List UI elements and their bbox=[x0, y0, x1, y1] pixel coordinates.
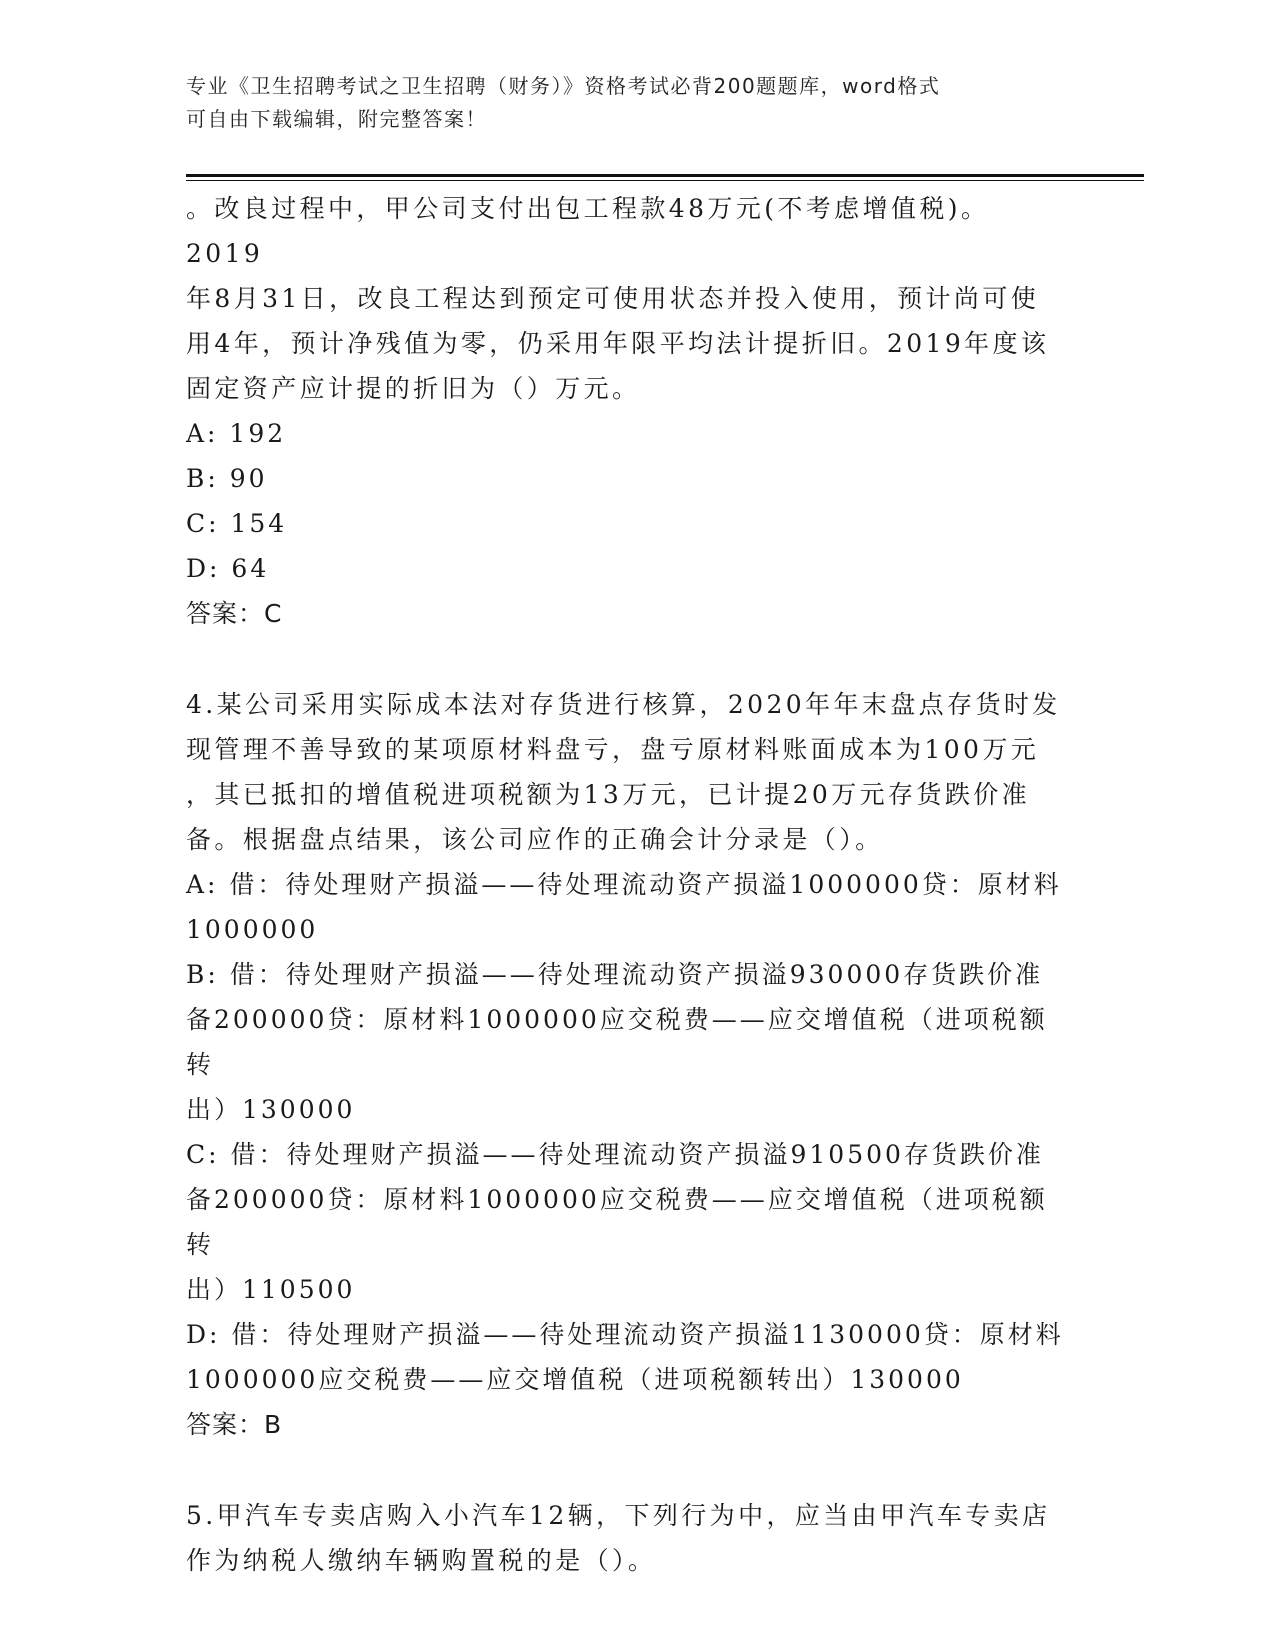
option-a: A: 借：待处理财产损溢——待处理流动资产损溢1000000贷：原材料 bbox=[186, 870, 1062, 899]
question-text-line: 5.甲汽车专卖店购入小汽车12辆，下列行为中，应当由甲汽车专卖店 bbox=[186, 1501, 1051, 1530]
question-text-line: 4.某公司采用实际成本法对存货进行核算，2020年年末盘点存货时发 bbox=[186, 690, 1061, 719]
question-5 bbox=[186, 1493, 1066, 1583]
answer-label: 答案：B bbox=[186, 1410, 283, 1439]
question-text-line: 用4年，预计净残值为零，仍采用年限平均法计提折旧。2019年度该 bbox=[186, 329, 1050, 358]
option-d: D: 64 bbox=[186, 554, 270, 583]
document-body bbox=[186, 186, 1066, 1583]
question-4 bbox=[186, 682, 1066, 1447]
option-c: C: 借：待处理财产损溢——待处理流动资产损溢910500存货跌价准 bbox=[186, 1140, 1044, 1169]
spacer bbox=[186, 636, 1066, 682]
question-text-line: 。改良过程中，甲公司支付出包工程款48万元(不考虑增值税)。2019 bbox=[186, 194, 990, 268]
question-text-line: 年8月31日，改良工程达到预定可使用状态并投入使用，预计尚可使 bbox=[186, 284, 1040, 313]
question-text-line: 固定资产应计提的折旧为（）万元。 bbox=[186, 374, 641, 403]
option-b: B: 90 bbox=[186, 464, 268, 493]
option-b-cont: 出）130000 bbox=[186, 1095, 356, 1124]
header-rule-thin bbox=[186, 180, 1144, 181]
option-b: B: 借：待处理财产损溢——待处理流动资产损溢930000存货跌价准 bbox=[186, 960, 1044, 989]
question-text-line: 作为纳税人缴纳车辆购置税的是（）。 bbox=[186, 1546, 657, 1575]
option-c-cont: 出）110500 bbox=[186, 1275, 356, 1304]
header-line-1: 专业《卫生招聘考试之卫生招聘（财务）》资格考试必背200题题库，word格式 bbox=[186, 74, 941, 98]
option-c: C: 154 bbox=[186, 509, 288, 538]
question-text-line: ，其已抵扣的增值税进项税额为13万元，已计提20万元存货跌价准 bbox=[186, 780, 1031, 809]
answer-label: 答案：C bbox=[186, 599, 283, 628]
option-a-cont: 1000000 bbox=[186, 915, 319, 944]
question-text-line: 现管理不善导致的某项原材料盘亏，盘亏原材料账面成本为100万元 bbox=[186, 735, 1040, 764]
header-rule-thick bbox=[186, 174, 1144, 177]
header-line-2: 可自由下载编辑，附完整答案！ bbox=[186, 107, 487, 131]
option-d-cont: 1000000应交税费——应交增值税（进项税额转出）130000 bbox=[186, 1365, 964, 1394]
document-header bbox=[186, 70, 1086, 136]
option-c-cont: 备200000贷：原材料1000000应交税费——应交增值税（进项税额转 bbox=[186, 1185, 1048, 1259]
option-d: D: 借：待处理财产损溢——待处理流动资产损溢1130000贷：原材料 bbox=[186, 1320, 1064, 1349]
spacer bbox=[186, 1447, 1066, 1493]
question-3 bbox=[186, 186, 1066, 636]
question-text-line: 备。根据盘点结果，该公司应作的正确会计分录是（）。 bbox=[186, 825, 884, 854]
option-b-cont: 备200000贷：原材料1000000应交税费——应交增值税（进项税额转 bbox=[186, 1005, 1048, 1079]
option-a: A: 192 bbox=[186, 419, 287, 448]
